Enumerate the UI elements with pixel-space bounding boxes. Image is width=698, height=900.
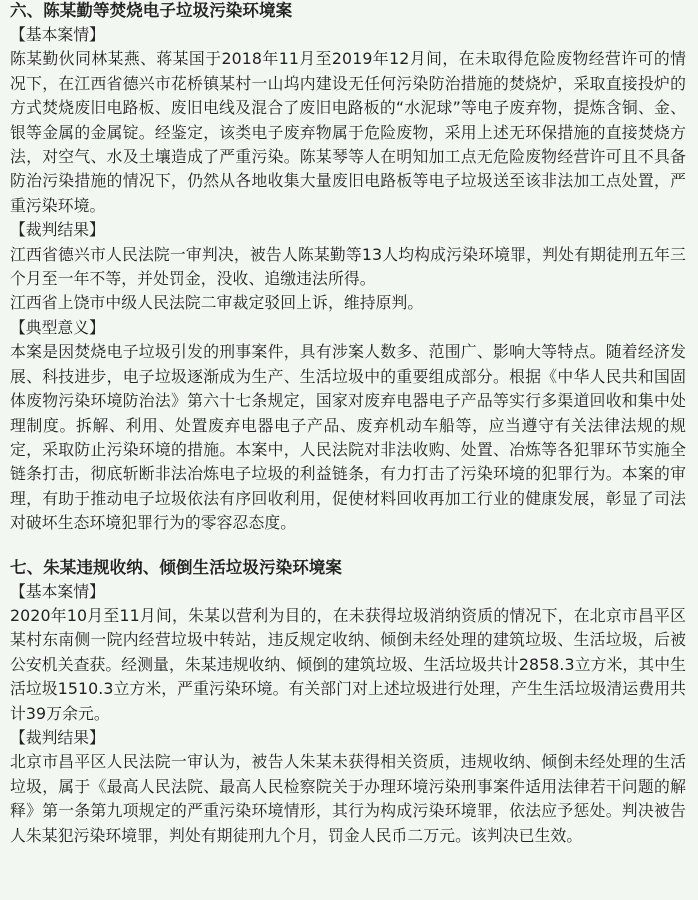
case-7-judgment-label: 【裁判结果】 [10,727,105,747]
case-6-title: 六、陈某勤等焚烧电子垃圾污染环境案 [10,1,293,20]
case-6-basic-facts-text: 陈某勤伙同林某燕、蒋某国于2018年11月至2019年12月间，在未取得危险废物经营许可的情况下，在江西省德兴市花桥镇某村一山坞内建设无任何污染防治措施的焚烧炉，采取直接投炉的方式焚烧废旧电路板、废旧电线及混合了废旧电路板的“水泥球”等电子废弃物，提炼含铜、金、银等金属的金属锭。经鉴定，该类电子废弃物属于危险废物，采用上述无环保措施的直接焚烧方法，对空气、水及土壤造成了严重污染。陈某琴等人在明知加工点无危险废物经营许可且不具备防治污染措施的情况下，仍然从各地收集大量废旧电路板等电子垃圾送至该非法加工点处置，严重污染环境。 [10,49,686,215]
case-6-judgment-text-1: 江西省德兴市人民法院一审判决，被告人陈某勤等13人均构成污染环境罪，判处有期徒刑五年三个月至一年不等，并处罚金，没收、追缴违法所得。 [10,244,686,289]
case-7-basic-facts-label: 【基本案情】 [10,581,105,601]
case-7-judgment-text: 北京市昌平区人民法院一审认为，被告人朱某未获得相关资质，违规收纳、倾倒未经处理的生活垃圾，属于《最高人民法院、最高人民检察院关于办理环境污染刑事案件适用法律若干问题的解释》第一条第九项规定的严重污染环境情形，其行为构成污染环境罪，依法应予惩处。判决被告人朱某犯污染环境罪，判处有期徒刑九个月，罚金人民币二万元。该判决已生效。 [10,752,686,845]
case-7-title: 七、朱某违规收纳、倾倒生活垃圾污染环境案 [10,557,342,577]
case-7-basic-facts-text: 2020年10月至11月间，朱某以营利为目的，在未获得垃圾消纳资质的情况下，在北京市昌平区某村东南侧一院内经营垃圾中转站，违反规定收纳、倾倒未经处理的建筑垃圾、生活垃圾，后被公安机关查获。经测量，朱某违规收纳、倾倒的建筑垃圾、生活垃圾共计2858.3立方米，其中生活垃圾1510.3立方米，严重污染环境。有关部门对上述垃圾进行处理，产生生活垃圾清运费用共计39万余元。 [10,605,686,723]
case-6-judgment-text-2: 江西省上饶市中级人民法院二审裁定驳回上诉，维持原判。 [10,293,424,313]
case-6-significance-text: 本案是因焚烧电子垃圾引发的刑事案件，具有涉案人数多、范围广、影响大等特点。随着经济发展、科技进步，电子垃圾逐渐成为生产、生活垃圾中的重要组成部分。根据《中华人民共和国固体废物污染环境防治法》第六十七条规定，国家对废弃电器电子产品等实行多渠道回收和集中处理制度。拆解、利用、处置废弃电器电子产品、废弃机动车船等，应当遵守有关法律法规的规定，采取防止污染环境的措施。本案中，人民法院对非法收购、处置、冶炼等各犯罪环节实施全链条打击，彻底斩断非法冶炼电子垃圾的利益链条，有力打击了污染环境的犯罪行为。本案的审理，有助于推动电子垃圾依法有序回收利用，促使材料回收再加工行业的健康发展，彰显了司法对破坏生态环境犯罪行为的零容忍态度。 [10,342,686,533]
case-6-judgment-label: 【裁判结果】 [10,220,105,240]
case-6-significance-label: 【典型意义】 [10,317,105,337]
case-6-basic-facts-label: 【基本案情】 [10,25,105,44]
